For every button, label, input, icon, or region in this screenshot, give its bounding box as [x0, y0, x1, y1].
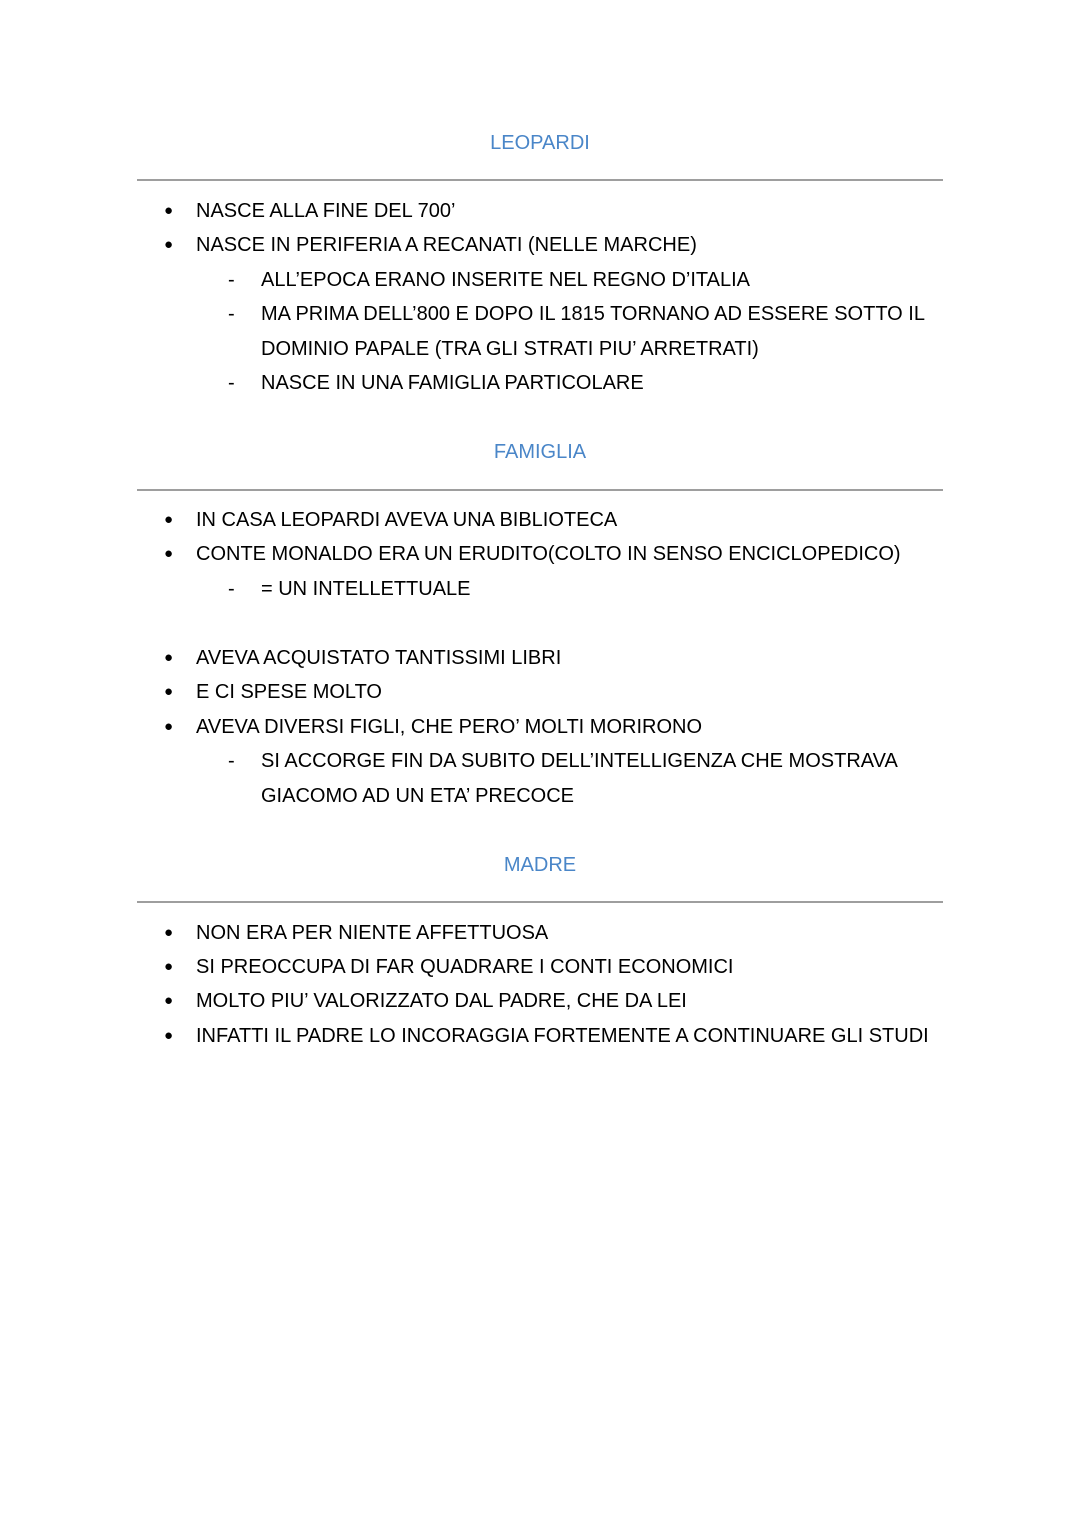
dash-icon: -	[228, 303, 235, 325]
dash-icon: -	[228, 750, 235, 772]
section-divider	[137, 489, 943, 491]
bullet-icon: ●	[164, 236, 174, 253]
bullet-icon: ●	[164, 649, 174, 666]
list-item: NASCE ALLA FINE DEL 700’	[196, 200, 456, 222]
list-item: MOLTO PIU’ VALORIZZATO DAL PADRE, CHE DA LEI	[196, 990, 687, 1012]
bullet-icon: ●	[164, 1027, 174, 1044]
list-item: IN CASA LEOPARDI AVEVA UNA BIBLIOTECA	[196, 509, 618, 531]
section-divider	[137, 179, 943, 181]
list-item: CONTE MONALDO ERA UN ERUDITO(COLTO IN SENSO ENCICLOPEDICO)	[196, 543, 901, 565]
list-item: NON ERA PER NIENTE AFFETTUOSA	[196, 922, 549, 944]
sub-list-item: ALL’EPOCA ERANO INSERITE NEL REGNO D’ITALIA	[261, 269, 751, 291]
bullet-icon: ●	[164, 545, 174, 562]
list-item: E CI SPESE MOLTO	[196, 681, 382, 703]
bullet-icon: ●	[164, 924, 174, 941]
sub-list-item: = UN INTELLETTUALE	[261, 578, 471, 600]
section-heading-leopardi: LEOPARDI	[490, 132, 590, 154]
list-item: NASCE IN PERIFERIA A RECANATI (NELLE MARCHE)	[196, 234, 697, 256]
bullet-icon: ●	[164, 958, 174, 975]
dash-icon: -	[228, 578, 235, 600]
sub-list-item: MA PRIMA DELL’800 E DOPO IL 1815 TORNANO AD ESSERE SOTTO IL	[261, 303, 925, 325]
section-divider	[137, 901, 943, 903]
bullet-icon: ●	[164, 511, 174, 528]
list-item: SI PREOCCUPA DI FAR QUADRARE I CONTI ECONOMICI	[196, 956, 734, 978]
sub-list-item: NASCE IN UNA FAMIGLIA PARTICOLARE	[261, 372, 644, 394]
list-item: AVEVA ACQUISTATO TANTISSIMI LIBRI	[196, 647, 562, 669]
dash-icon: -	[228, 372, 235, 394]
bullet-icon: ●	[164, 992, 174, 1009]
section-heading-madre: MADRE	[503, 854, 577, 876]
sub-list-item: SI ACCORGE FIN DA SUBITO DELL’INTELLIGENZA CHE MOSTRAVA	[261, 750, 898, 772]
sub-list-item-continuation: GIACOMO AD UN ETA’ PRECOCE	[261, 785, 574, 807]
list-item: AVEVA DIVERSI FIGLI, CHE PERO’ MOLTI MORIRONO	[196, 716, 703, 738]
sub-list-item-continuation: DOMINIO PAPALE (TRA GLI STRATI PIU’ ARRETRATI)	[261, 338, 759, 360]
dash-icon: -	[228, 269, 235, 291]
bullet-icon: ●	[164, 683, 174, 700]
bullet-icon: ●	[164, 718, 174, 735]
list-item: INFATTI IL PADRE LO INCORAGGIA FORTEMENTE A CONTINUARE GLI STUDI	[196, 1025, 929, 1047]
bullet-icon: ●	[164, 202, 174, 219]
section-heading-famiglia: FAMIGLIA	[493, 441, 587, 463]
